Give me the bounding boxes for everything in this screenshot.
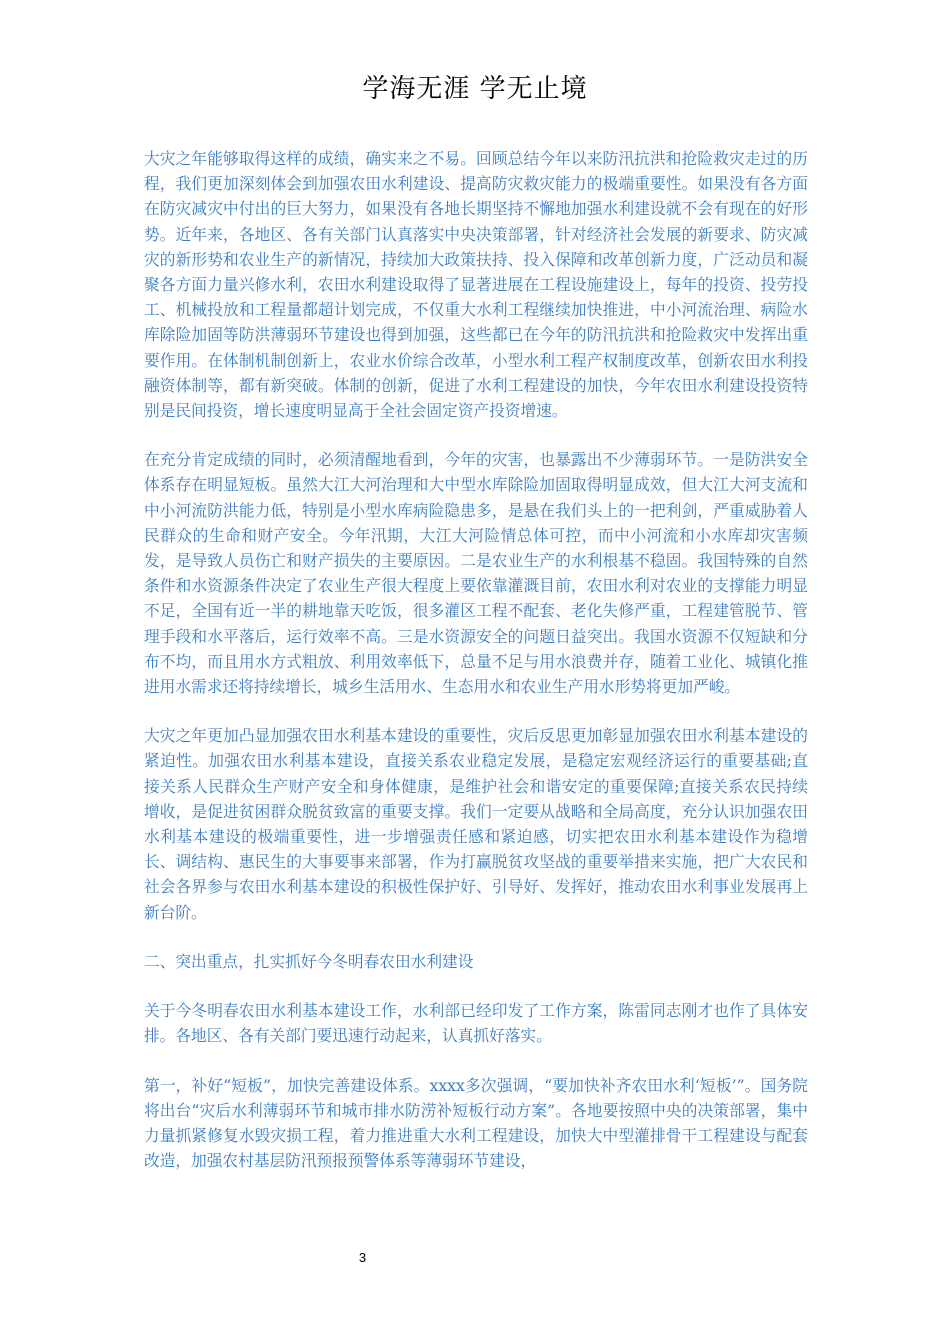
- section-heading: 二、突出重点，扎实抓好今冬明春农田水利建设: [144, 951, 474, 971]
- paragraph-2: 在充分肯定成绩的同时，必须清醒地看到，今年的灾害，也暴露出不少薄弱环节。一是防洪安全体系存在明显短板。虽然大江大河治理和大中型水库除险加固取得明显成效，但大江大河支流和中小河流防洪能力低，特别是小型水库病险隐患多，是悬在我们头上的一把利剑，严重威胁着人民群众的生命和财产安全。今年汛期，大江大河险情总体可控，而中小河流和小水库却灾害频发，是导致人员伤亡和财产损失的主要原因。二是农业生产的水利根基不稳固。我国特殊的自然条件和水资源条件决定了农业生产很大程度上要依靠灌溉目前，农田水利对农业的支撑能力明显不足，全国有近一半的耕地靠天吃饭，很多灌区工程不配套、老化失修严重，工程建管脱节、管理手段和水平落后，运行效率不高。三是水资源安全的问题日益突出。我国水资源不仅短缺和分布不均，而且用水方式粗放、利用效率低下，总量不足与用水浪费并存，随着工业化、城镇化推进用水需求还将持续增长，城乡生活用水、生态用水和农业生产用水形势将更加严峻。: [144, 450, 808, 697]
- paragraph-5: 第一，补好“短板”，加快完善建设体系。xxxx多次强调，“要加快补齐农田水利‘短板’”。国务院将出台“灾后水利薄弱环节和城市排水防涝补短板行动方案”。各地要按照中央的决策部署，集中力量抓紧修复水毁灾损工程，着力推进重大水利工程建设，加快大中型灌排骨干工程建设与配套改造，加强农村基层防汛预报预警体系等薄弱环节建设，: [144, 1075, 808, 1171]
- page-number: 3: [358, 1250, 367, 1265]
- paragraph-3: 大灾之年更加凸显加强农田水利基本建设的重要性，灾后反思更加彰显加强农田水利基本建设的紧迫性。加强农田水利基本建设，直接关系农业稳定发展，是稳定宏观经济运行的重要基础;直接关系人民群众生产财产安全和身体健康，是维护社会和谐安定的重要保障;直接关系农民持续增收，是促进贫困群众脱贫致富的重要支撑。我们一定要从战略和全局高度，充分认识加强农田水利基本建设的极端重要性，进一步增强责任感和紧迫感，切实把农田水利基本建设作为稳增长、调结构、惠民生的大事要事来部署，作为打赢脱贫攻坚战的重要举措来实施，把广大农民和社会各界参与农田水利基本建设的积极性保护好、引导好、发挥好，推动农田水利事业发展再上新台阶。: [144, 726, 808, 922]
- paragraph-1: 大灾之年能够取得这样的成绩，确实来之不易。回顾总结今年以来防汛抗洪和抢险救灾走过的历程，我们更加深刻体会到加强农田水利建设、提高防灾救灾能力的极端重要性。如果没有各方面在防灾减灾中付出的巨大努力，如果没有各地长期坚持不懈地加强水利建设就不会有现在的好形势。近年来，各地区、各有关部门认真落实中央决策部署，针对经济社会发展的新要求、防灾减灾的新形势和农业生产的新情况，持续加大政策扶持、投入保障和改革创新力度，广泛动员和凝聚各方面力量兴修水利，农田水利建设取得了显著进展在工程设施建设上，每年的投资、投劳投工、机械投放和工程量都超计划完成，不仅重大水利工程继续加快推进，中小河流治理、病险水库除险加固等防洪薄弱环节建设也得到加强，这些都已在今年的防汛抗洪和抢险救灾中发挥出重要作用。在体制机制创新上，农业水价综合改革，小型水利工程产权制度改革，创新农田水利投融资体制等，都有新突破。体制的创新，促进了水利工程建设的加快，今年农田水利建设投资特别是民间投资，增长速度明显高于全社会固定资产投资增速。: [144, 149, 808, 421]
- paragraph-4: 关于今冬明春农田水利基本建设工作，水利部已经印发了工作方案，陈雷同志刚才也作了具体安排。各地区、各有关部门要迅速行动起来，认真抓好落实。: [144, 1001, 808, 1046]
- document-body: [144, 146, 808, 1173]
- page-header-title: 学海无涯 学无止境: [362, 74, 588, 104]
